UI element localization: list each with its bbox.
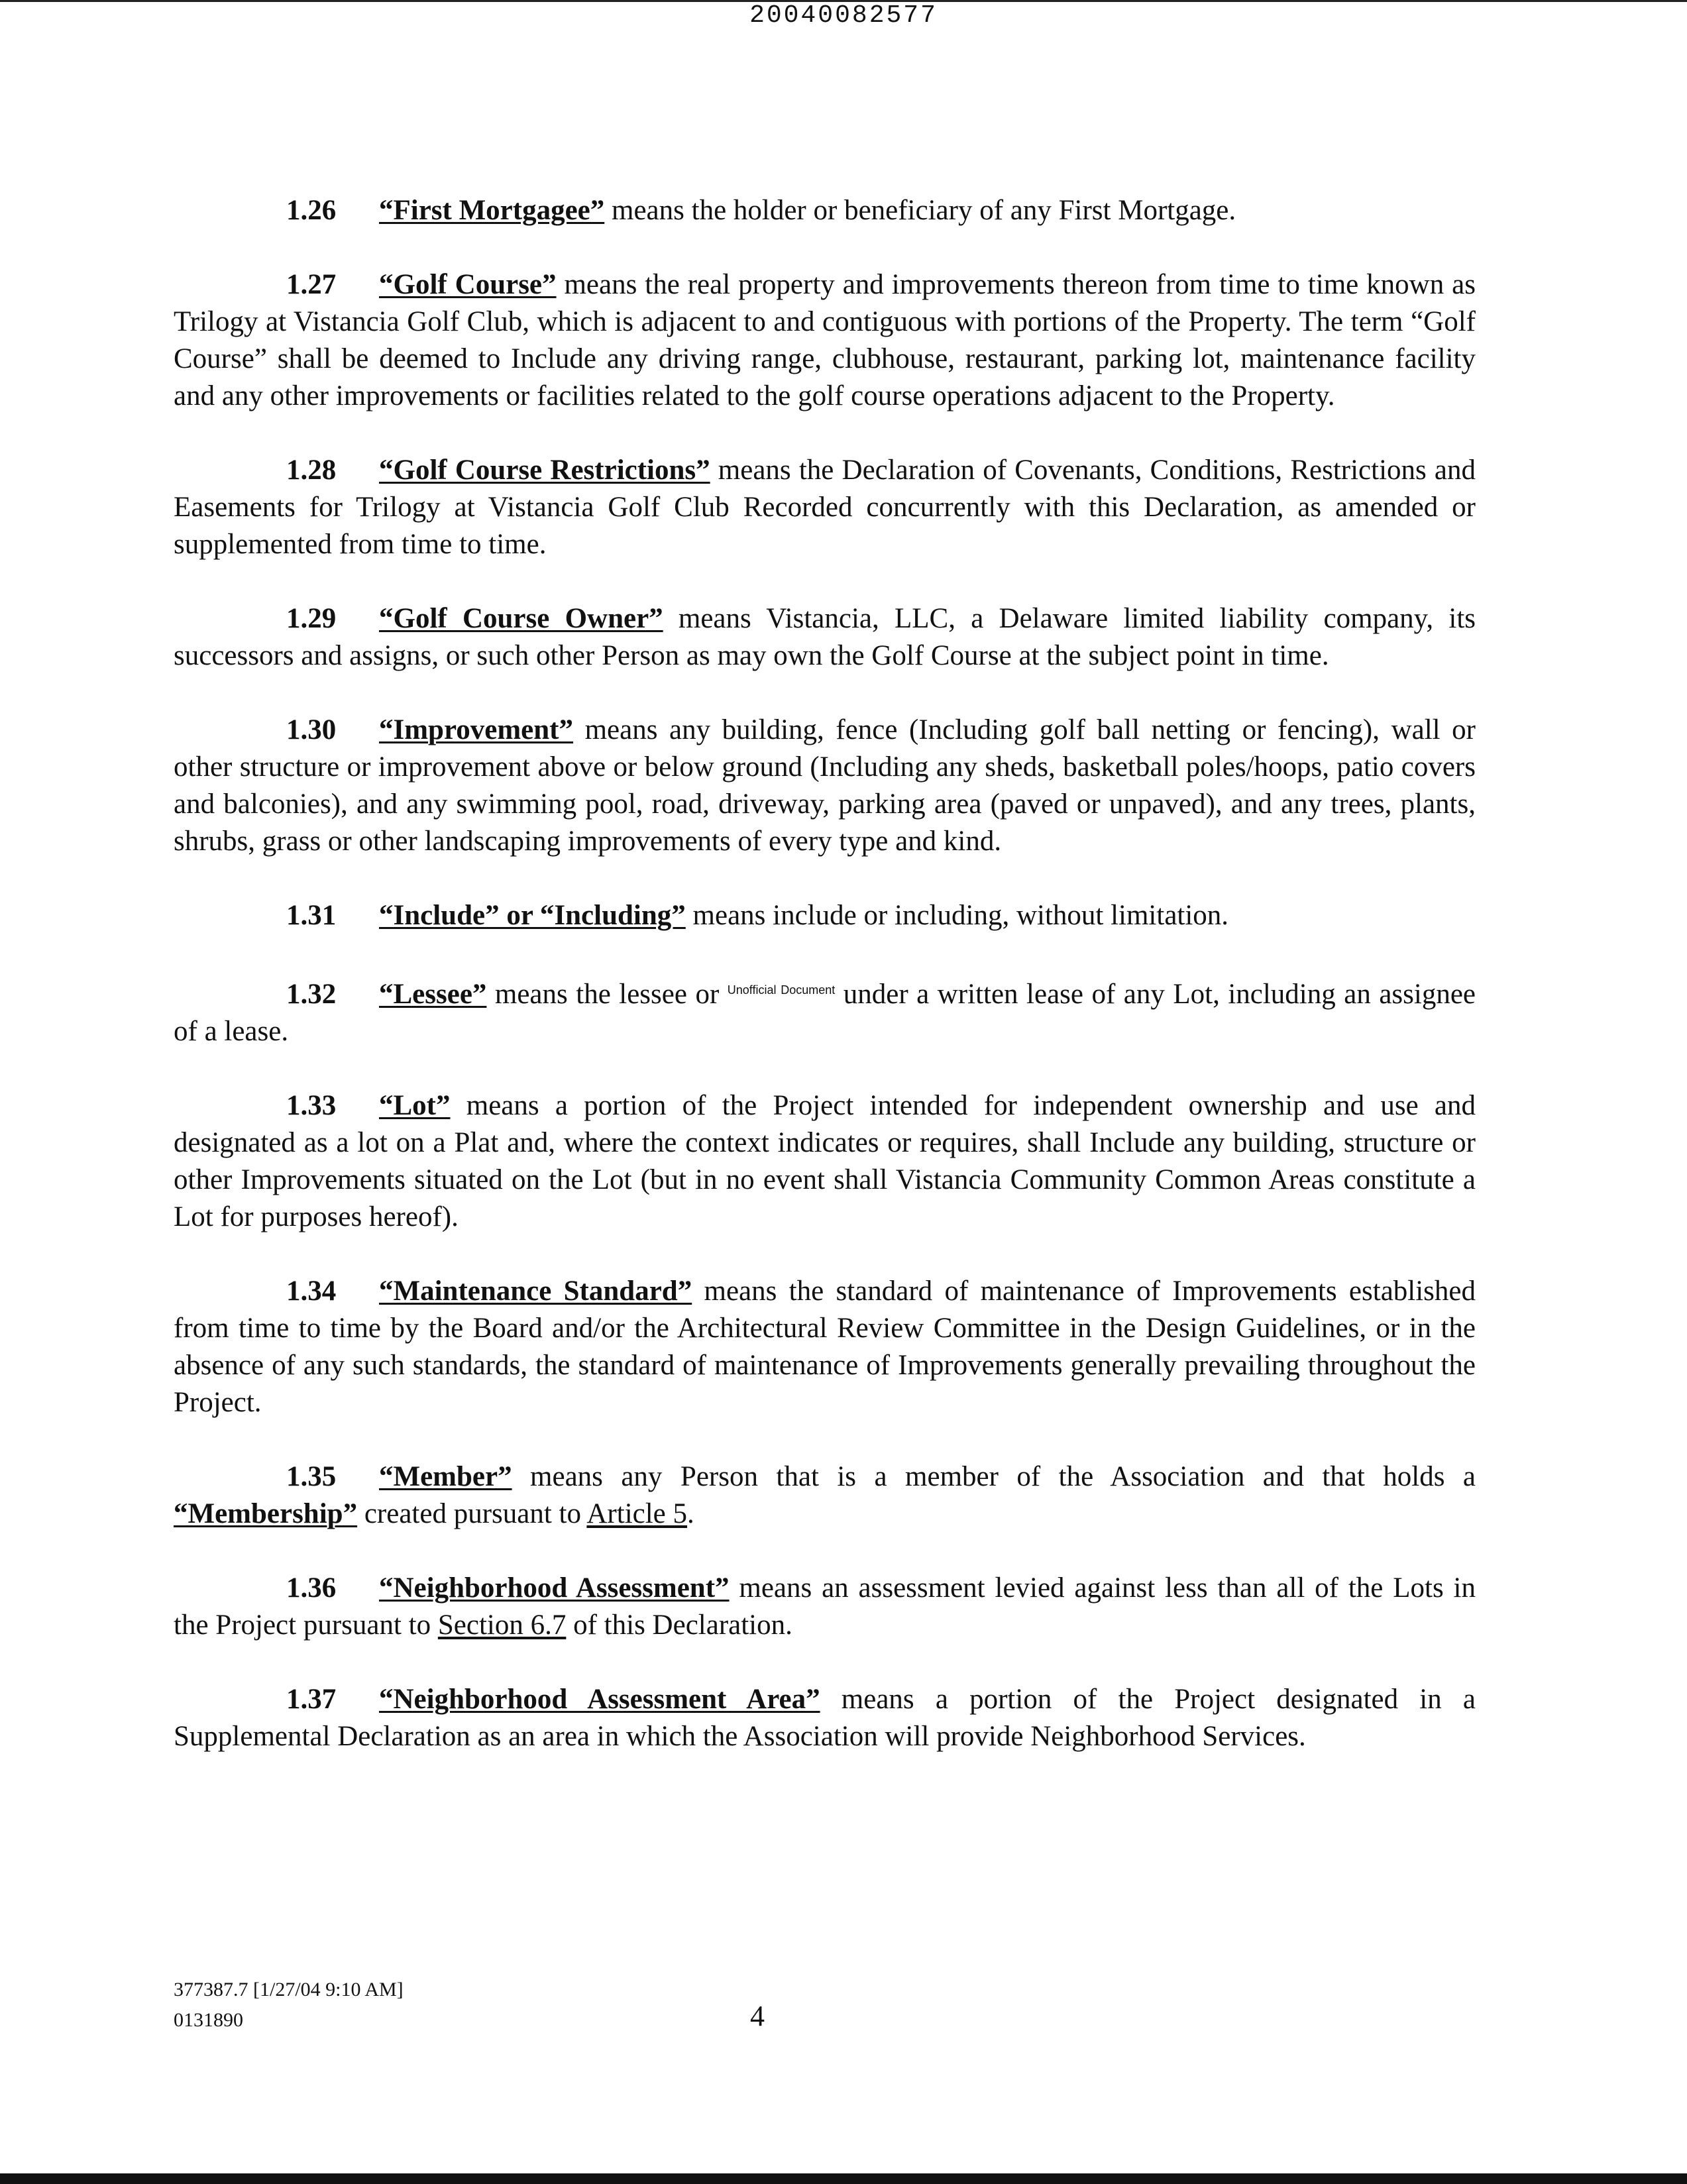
section-number: 1.32 <box>286 979 337 1010</box>
defined-term: “Neighborhood Assessment Area” <box>379 1684 820 1715</box>
definition-1-36 <box>174 1570 1476 1644</box>
definition-1-33 <box>174 1087 1476 1236</box>
section-number: 1.37 <box>286 1684 337 1715</box>
client-id: 0131890 <box>174 2009 243 2031</box>
definition-text: means the lessee or <box>486 979 728 1010</box>
definition-1-29 <box>174 600 1476 675</box>
definition-text: means the holder or beneficiary of any First Mortgage. <box>604 195 1236 226</box>
defined-term: “Golf Course” <box>379 269 557 300</box>
definition-text: means a portion of the Project intended for independent ownership and use and designated as a lot on a Plat and, where the context indicates or requires, shall Include any building, structure or other Improvements situated on the Lot (but in no event shall Vistancia Community Common Areas constitute a Lot for purposes hereof). <box>174 1090 1476 1232</box>
definition-1-26 <box>174 192 1476 229</box>
section-number: 1.28 <box>286 455 337 486</box>
section-number: 1.31 <box>286 900 337 931</box>
definition-text: means any Person that is a member of the Association and that holds a <box>512 1461 1476 1492</box>
section-number: 1.30 <box>286 714 337 745</box>
defined-term: “Golf Course Owner” <box>379 603 663 634</box>
defined-term: “Golf Course Restrictions” <box>379 455 710 486</box>
unofficial-document-watermark: Unofficial Document <box>727 983 836 997</box>
document-id: 377387.7 [1/27/04 9:10 AM] <box>174 1979 404 2000</box>
definition-text: means the Declaration of Covenants, Conditions, Restrictions and Easements for Trilogy at Vistancia Golf Club Recorded concurrently with this Declaration, as amended or supplemented from time to time. <box>174 455 1476 560</box>
page-footer <box>174 1975 1513 2054</box>
definition-text-continued: of this Declaration. <box>566 1610 792 1641</box>
bottom-scan-border <box>0 2173 1687 2184</box>
definition-text: means the real property and improvements thereon from time to time known as Trilogy at Vistancia Golf Club, which is adjacent to and contiguous with portions of the Property. The term “Golf Course” shall be deemed to Include any driving range, clubhouse, restaurant, parking lot, maintenance facility and any other improvements or facilities related to the golf course operations adjacent to the Property. <box>174 269 1476 411</box>
defined-term: “Include” or “Including” <box>379 900 686 931</box>
definitions-body <box>174 192 1476 1792</box>
section-number: 1.35 <box>286 1461 337 1492</box>
definition-1-31 <box>174 897 1476 934</box>
definition-1-27 <box>174 266 1476 415</box>
definition-text: means the standard of maintenance of Improvements established from time to time by the Board and/or the Architectural Review Committee in the Design Guidelines, or in the absence of any such standards, the standard of maintenance of Improvements generally prevailing throughout the Project. <box>174 1276 1476 1418</box>
definition-text-continued: created pursuant to <box>357 1498 587 1529</box>
section-number: 1.36 <box>286 1572 337 1604</box>
definition-text: means an assessment levied against less than all of the Lots in the Project pursuant to <box>174 1572 1476 1641</box>
defined-term-membership: “Membership” <box>174 1498 358 1529</box>
definition-1-30 <box>174 712 1476 860</box>
definition-text: means Vistancia, LLC, a Delaware limited liability company, its successors and assigns, or such other Person as may own the Golf Course at the subject point in time. <box>174 603 1476 671</box>
page-number: 4 <box>750 2000 765 2032</box>
recording-number: 20040082577 <box>749 1 938 30</box>
definition-1-35 <box>174 1458 1476 1533</box>
section-reference-link[interactable]: Section 6.7 <box>437 1610 567 1641</box>
definition-1-37 <box>174 1681 1476 1755</box>
definition-1-32 <box>174 971 1476 1050</box>
footer-identifiers <box>174 1975 404 2036</box>
section-number: 1.33 <box>286 1090 337 1121</box>
defined-term: “Lot” <box>379 1090 451 1121</box>
definition-text: means any building, fence (Including golf ball netting or fencing), wall or other structure or improvement above or below ground (Including any sheds, basketball poles/hoops, patio covers and balconies), and any swimming pool, road, driveway, parking area (paved or unpaved), and any trees, plants, shrubs, grass or other landscaping improvements of every type and kind. <box>174 714 1476 857</box>
defined-term: “Maintenance Standard” <box>379 1276 692 1307</box>
section-number: 1.34 <box>286 1276 337 1307</box>
definition-text: means include or including, without limitation. <box>685 900 1229 931</box>
defined-term: “Neighborhood Assessment” <box>379 1572 730 1604</box>
defined-term: “Member” <box>379 1461 512 1492</box>
defined-term: “Improvement” <box>379 714 574 745</box>
definition-text: means a portion of the Project designated in a Supplemental Declaration as an area in which the Association will provide Neighborhood Services. <box>174 1684 1476 1752</box>
defined-term: “First Mortgagee” <box>379 195 605 226</box>
definition-1-34 <box>174 1273 1476 1421</box>
article-reference-link[interactable]: Article 5 <box>586 1498 688 1529</box>
definition-text-end: . <box>687 1498 694 1529</box>
section-number: 1.26 <box>286 195 337 226</box>
section-number: 1.29 <box>286 603 337 634</box>
definition-1-28 <box>174 452 1476 563</box>
defined-term: “Lessee” <box>379 979 487 1010</box>
section-number: 1.27 <box>286 269 337 300</box>
definition-text-continued: under a written lease of any Lot, including an assignee of a lease. <box>174 979 1476 1047</box>
